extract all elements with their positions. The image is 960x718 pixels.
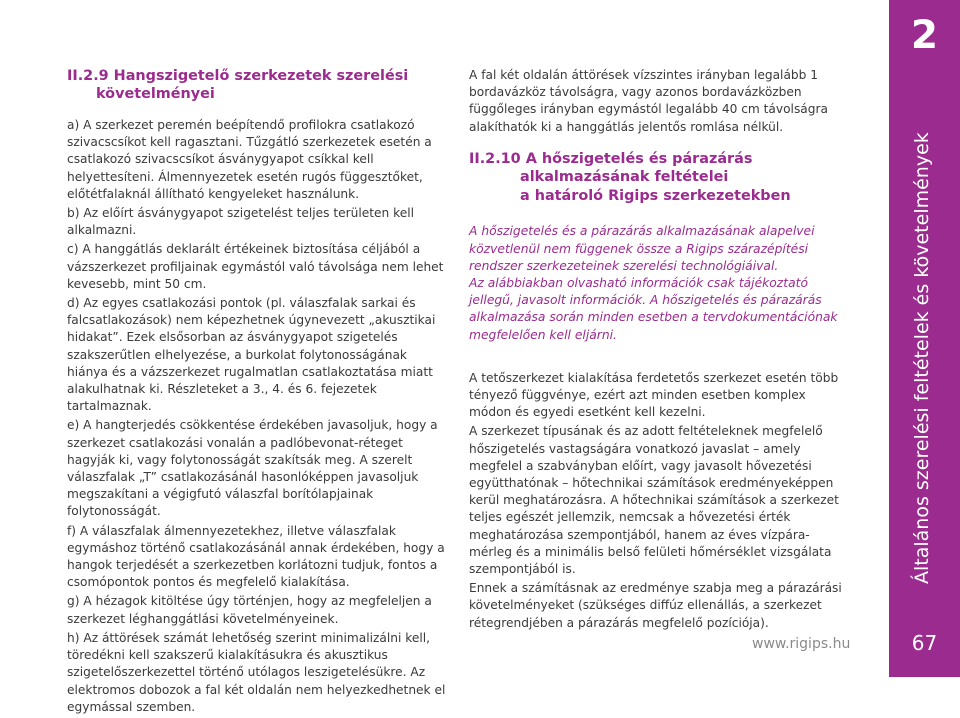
paragraph: A szerkezet típusának és az adott feltételeknek megfelelő hőszigetelés vastagságára vonatkozó javaslat – amely megfelel a szabványban előírt, vagy javasolt hővezetési együtthatónak – hőtechnikai számítások eredményeképpen kerül meghatározásra. A hőtechnikai számítások a szerkezet teljes egészét jellemzik, nemcsak a hővezetési érték meghatározása szempontjából, hanem az éves vízpára-mérleg és a minimális belső felületi hőmérséklet vizsgálata szempontjából is.	[469, 424, 839, 576]
chapter-title: Általános szerelési feltételek és követelmények	[911, 132, 933, 584]
heading-line-2: követelményei	[96, 86, 215, 102]
paragraph: A tetőszerkezet kialakítása ferdetetős szerkezet esetén több tényező függvénye, ezért azt minden esetben komplex módon és egyedi esetként kell kezelni.	[469, 370, 839, 420]
chapter-number: 2	[910, 13, 939, 58]
body-text	[469, 370, 844, 632]
website-link[interactable]: www.rigips.hu	[752, 636, 851, 652]
heading-line-2: alkalmazásának feltételei	[520, 169, 729, 186]
intro-paragraph: A hőszigetelés és a párazárás alkalmazásának alapelvei közvetlenül nem függenek össze a Rigips szárazépítési rendszer szerkezeteinek szerelési technológiáival.	[469, 224, 815, 273]
heading-line-1: II.2.10 A hőszigetelés és párazárás	[469, 150, 753, 167]
list-item: d) Az egyes csatlakozási pontok (pl. válaszfalak sarkai és falcsatlakozások) nem képezhetnek úgynevezett „akusztikai hidakat”. Ezek elsősorban az ásványgyapot szigetelés szakszerűtlen elhelyezése, a burkolat folytonosságának hiánya és a vázszerkezet rugalmatlan csatlakoztatása miatt alakulhatnak ki. Részleteket a 3., 4. és 6. fejezetek tartalmaznak.	[67, 296, 436, 414]
heading-line-1: II.2.9 Hangszigetelő szerkezetek szerelési	[67, 68, 409, 84]
list-item: h) Az áttörések számát lehetőség szerint minimalizálni kell, töredékni kell szakszerű kialakításukra és akusztikus szigetelőszerkezettel történő utólagos leszigetelésükre. Az elektromos dobozok a fal két oldalán nem helyezkedhetnek el egymással szemben.	[67, 630, 446, 714]
heading-line-3: a határoló Rigips szerkezetekben	[520, 187, 791, 204]
section-heading-ii-2-10	[469, 150, 844, 206]
page-number: 67	[911, 631, 938, 655]
list-item: g) A hézagok kitöltése úgy történjen, hogy az megfeleljen a szerkezet léghanggátlási követelményeinek.	[67, 594, 432, 626]
paragraph: Ennek a számításnak az eredménye szabja meg a párazárási követelményeket (szükséges diffúz ellenállás, a szerkezet rétegrendjében a párazárás megfelelő pozíciója).	[469, 581, 842, 630]
paragraph: A fal két oldalán áttörések vízszintes irányban legalább 1 bordavázköz távolságra, vagy azonos bordavázközben függőleges irányban egymástól legalább 40 cm távolságra alakíthatók ki a hanggátlás jelentős romlása nélkül.	[469, 68, 828, 134]
section-heading-ii-2-9	[67, 67, 449, 103]
right-column	[469, 67, 844, 634]
list-item: a) A szerkezet peremén beépítendő profilokra csatlakozó szivacscsíkot kell ragasztani. Tűzgátló szerkezetek esetén a csatlakozó szivacscsíkot ásványgyapot csíkkal kell helyettesíteni. Álmennyezetek esetén rugós függesztőket, előtétfalaknál állítható kengyeleket használunk.	[67, 118, 432, 201]
list-item: b) Az előírt ásványgyapot szigetelést teljes területen kell alkalmazni.	[67, 206, 415, 238]
list-item: f) A válaszfalak álmennyezetekhez, illetve válaszfalak egymáshoz történő csatlakozásánál annak érdekében, hogy a hangok terjedését a szerkezetben korlátozni tudjuk, fontos a csomópontok pontos és megfelelő kialakítása.	[67, 523, 445, 590]
intro-paragraph: Az alábbiakban olvasható információk csak tájékoztató jellegű, javasolt információk. A hőszigetelés és párazárás alkalmazása során minden esetben a tervdokumentációnak megfelelően kell eljárni.	[469, 275, 838, 342]
list-item: c) A hanggátlás deklarált értékeinek biztosítása céljából a vázszerkezet profiljainak egymástól való távolsága nem lehet kevesebb, mint 50 cm.	[67, 242, 444, 291]
list-item: e) A hangterjedés csökkentése érdekében javasoljuk, hogy a szerkezet csatlakozási vonalán a padlóbevonat-réteget hagyják ki, vagy folytonosságát szakítsák meg. A szerelt válaszfalak „T” csatlakozásánál hasonlóképpen javasoljuk megszakítani a végigfutó válaszfal borítólapjainak folytonosságát.	[67, 418, 438, 519]
left-column	[67, 67, 449, 718]
